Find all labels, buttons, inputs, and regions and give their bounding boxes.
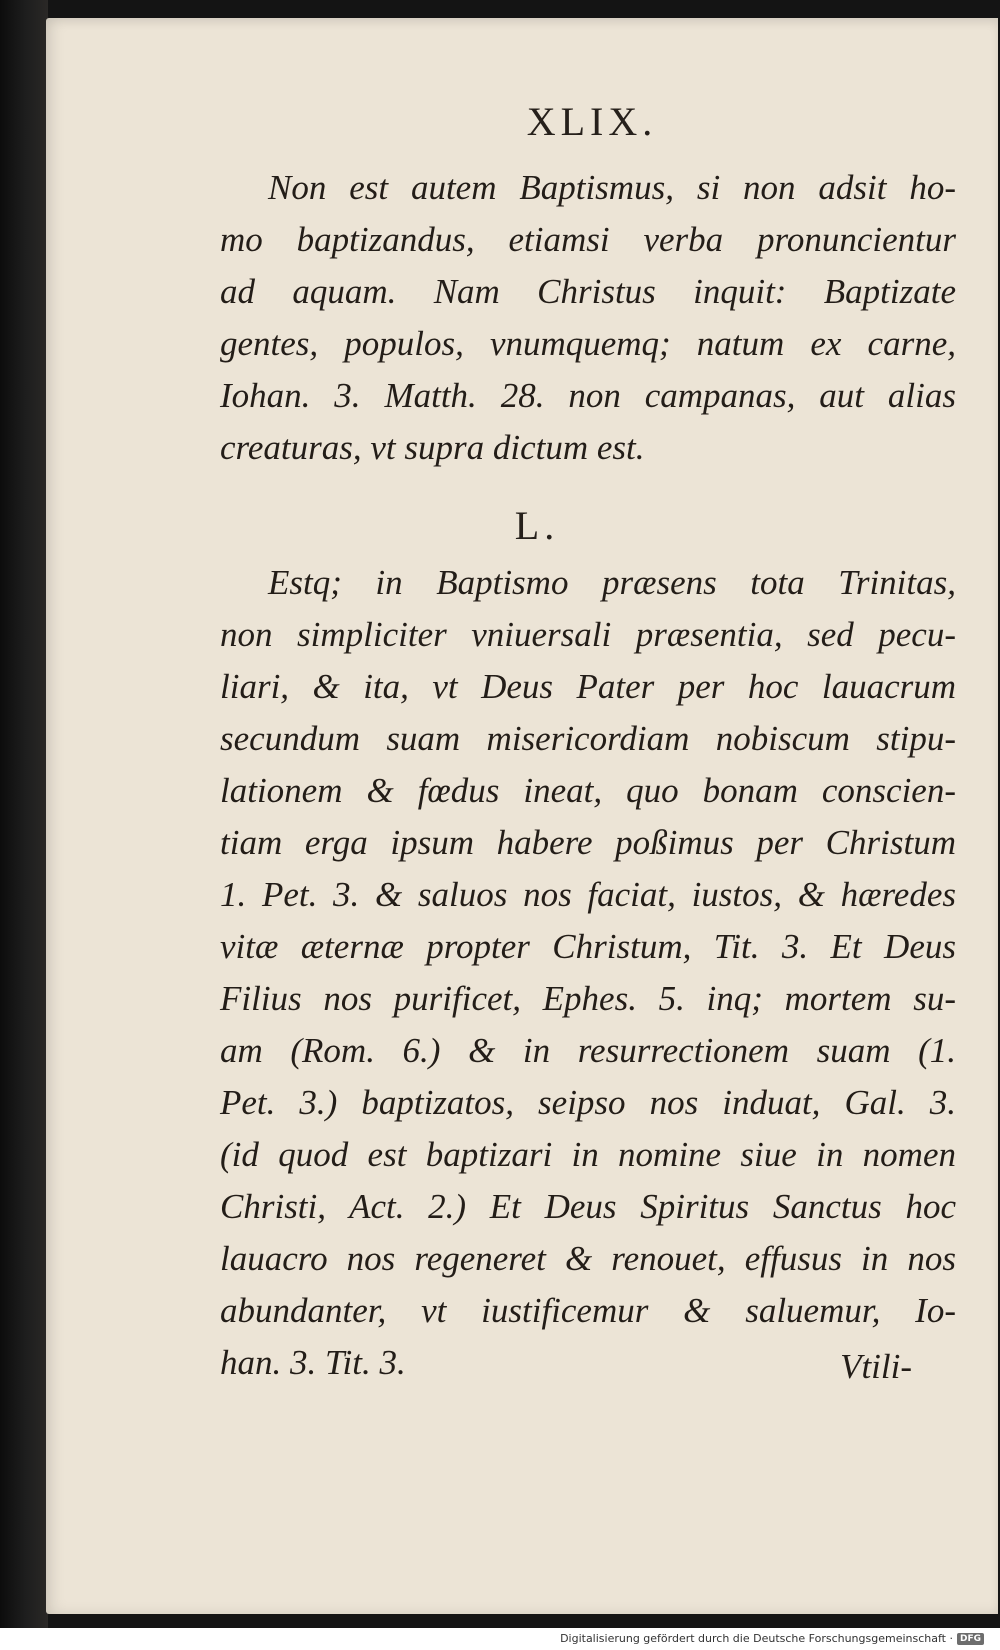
catchword: Vtili- <box>840 1347 912 1386</box>
text-line: Iohan. 3. Matth. 28. non campanas, aut alias <box>220 376 956 415</box>
text-line: 1. Pet. 3. & saluos nos faciat, iustos, & hæredes <box>220 875 956 914</box>
text-line: liari, & ita, vt Deus Pater per hoc lauacrum <box>220 667 956 706</box>
text-line: han. 3. Tit. 3. <box>220 1343 406 1382</box>
page-running-head: XLIX. <box>526 99 658 144</box>
text-line: Non est autem Baptismus, si non adsit ho- <box>268 168 956 207</box>
section-heading: L. <box>514 503 560 548</box>
book-page <box>46 18 998 1614</box>
text-line: am (Rom. 6.) & in resurrectionem suam (1. <box>220 1031 956 1070</box>
text-line: Filius nos purificet, Ephes. 5. inq; mortem su- <box>220 979 956 1018</box>
text-line: gentes, populos, vnumquemq; natum ex carne, <box>220 324 956 363</box>
text-line: secundum suam misericordiam nobiscum stipu- <box>220 719 956 758</box>
text-line: lationem & fœdus ineat, quo bonam conscien- <box>220 771 956 810</box>
text-line: (id quod est baptizari in nomine siue in nomen <box>220 1135 956 1174</box>
text-line: creaturas, vt supra dictum est. <box>220 428 645 467</box>
text-line: ad aquam. Nam Christus inquit: Baptizate <box>220 272 956 311</box>
text-line: abundanter, vt iustificemur & saluemur, Io- <box>220 1291 956 1330</box>
text-line: non simpliciter vniuersali præsentia, sed pecu- <box>220 615 956 654</box>
text-line: vitæ æternæ propter Christum, Tit. 3. Et Deus <box>220 927 956 966</box>
text-line: lauacro nos regeneret & renouet, effusus in nos <box>220 1239 956 1278</box>
text-line: Pet. 3.) baptizatos, seipso nos induat, Gal. 3. <box>220 1083 956 1122</box>
text-line: mo baptizandus, etiamsi verba pronuncientur <box>220 220 956 259</box>
book-spine-edge <box>0 0 48 1628</box>
digitization-credit <box>0 1632 984 1645</box>
text-line: tiam erga ipsum habere poßimus per Christum <box>220 823 956 862</box>
text-line: Christi, Act. 2.) Et Deus Spiritus Sanctus hoc <box>220 1187 956 1226</box>
dfg-logo: DFG <box>957 1633 984 1645</box>
text-line: Estq; in Baptismo præsens tota Trinitas, <box>268 563 956 602</box>
credit-text: Digitalisierung gefördert durch die Deutsche Forschungsgemeinschaft · <box>560 1632 953 1645</box>
